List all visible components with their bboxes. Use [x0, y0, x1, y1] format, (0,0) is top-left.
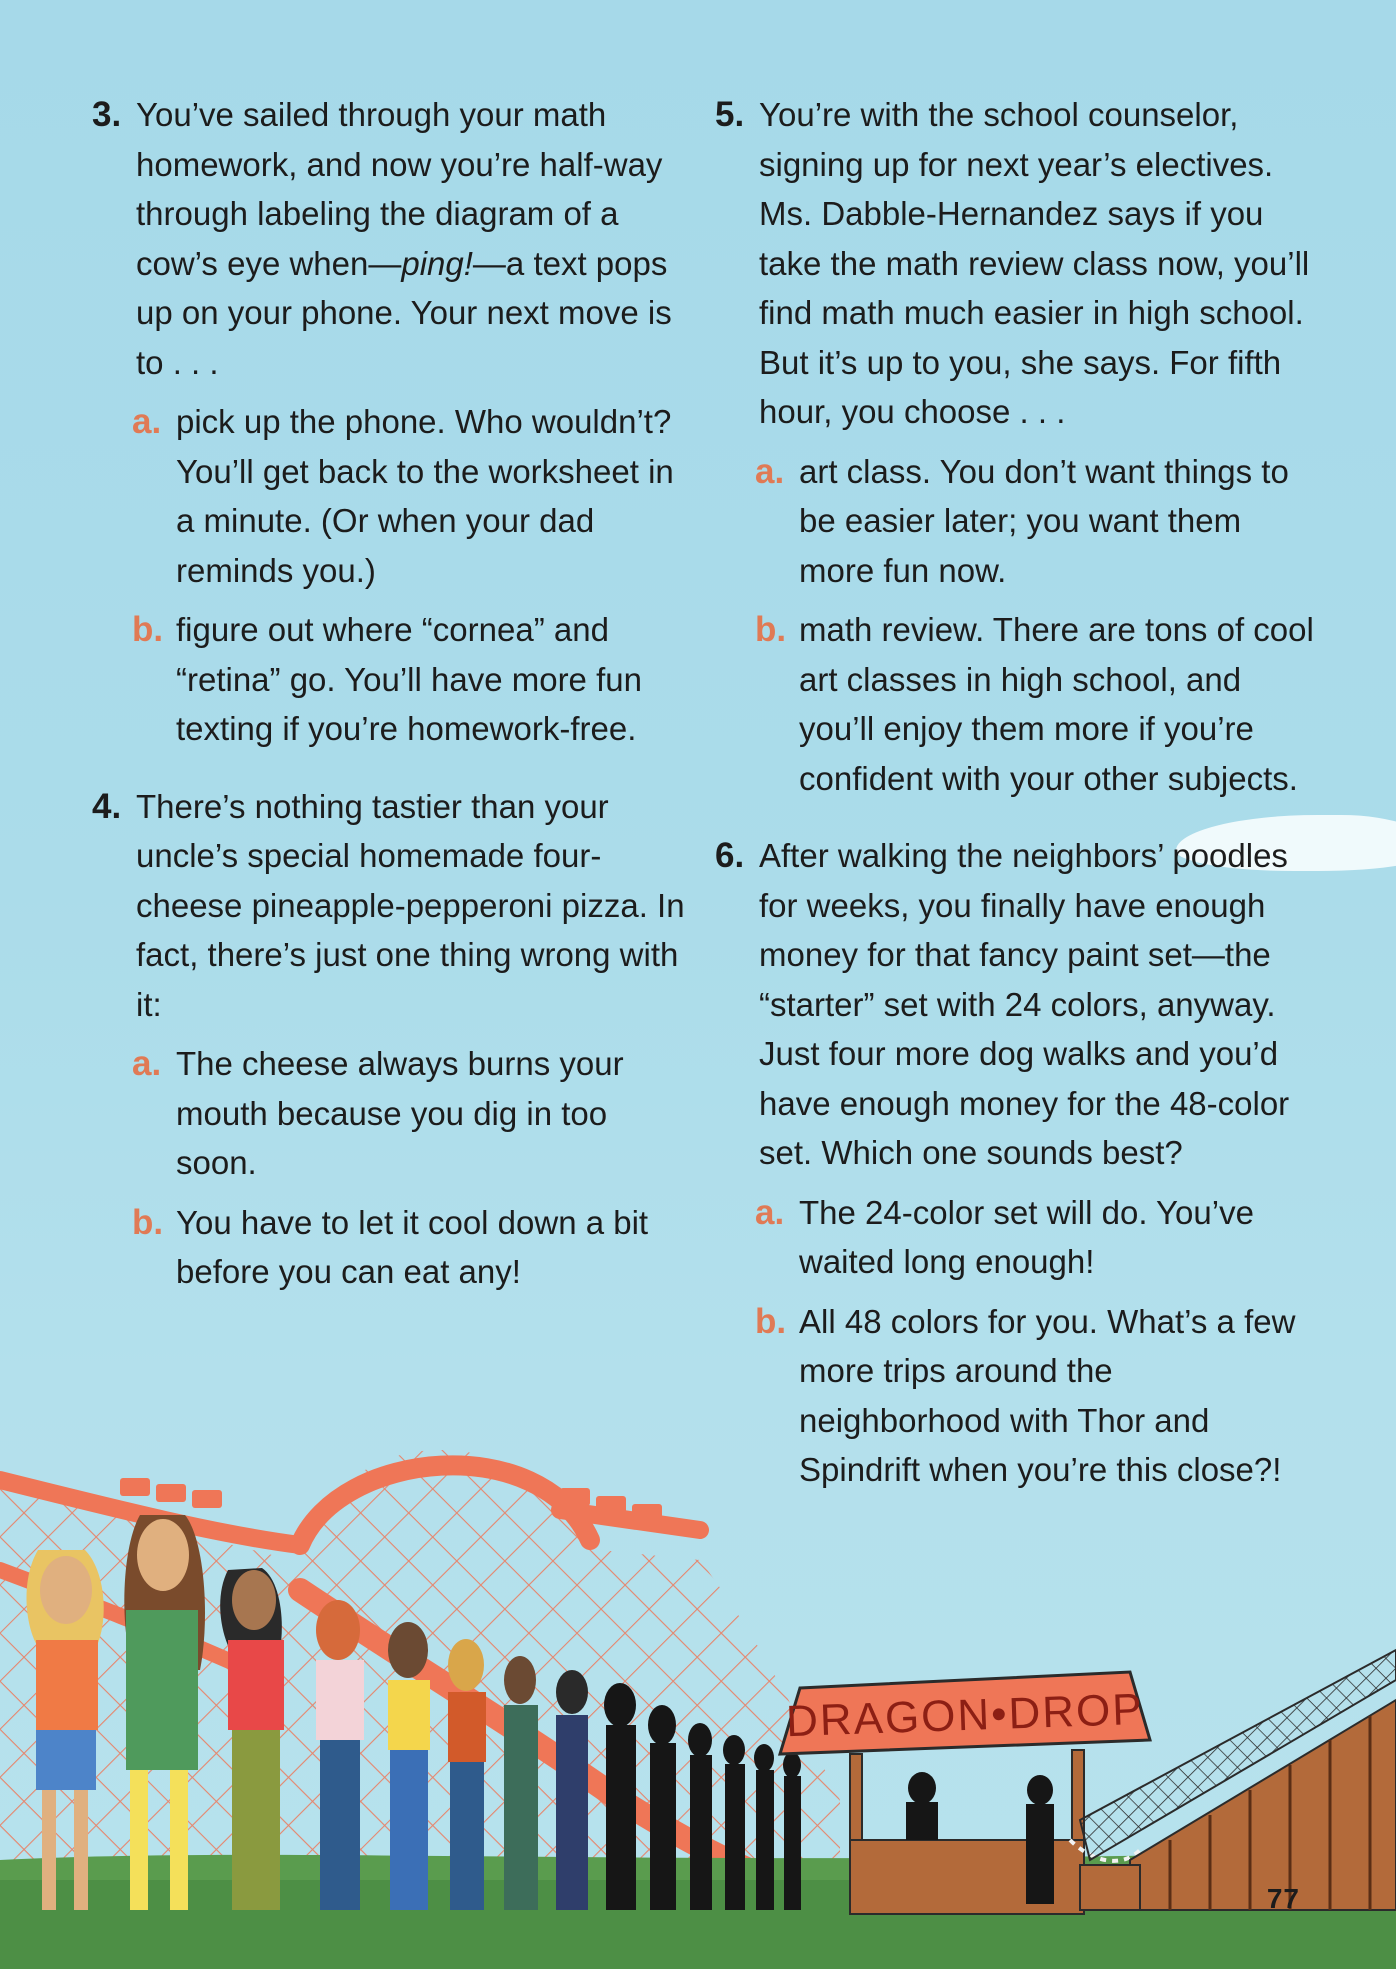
question-5-answer-a — [715, 447, 1315, 596]
question-5 — [715, 90, 1315, 803]
question-3-answer-a — [92, 397, 692, 595]
answer-text: You have to let it cool down a bit before you can eat any! — [176, 1203, 649, 1290]
question-6-prompt: 6. After walking the neighbors’ poodles for weeks, you finally have enough money for that fancy paint set—the “starter” set with 24 colors, anyway. Just four more dog walks and you’d have enough money for the 48-color set. Which one sounds best? — [715, 831, 1315, 1178]
question-4-number: 4. — [92, 786, 122, 826]
question-3 — [92, 90, 692, 754]
answer-letter: a. — [132, 402, 162, 441]
question-3-answer-b — [92, 605, 692, 754]
question-4-answer-a — [92, 1039, 692, 1188]
question-4-prompt: 4. There’s nothing tastier than your uncle’s special homemade four-cheese pineapple-pepperoni pizza. In fact, there’s just one thing wrong with it: — [92, 782, 692, 1030]
kid-6 — [448, 1639, 486, 1910]
answer-text: The cheese always burns your mouth because you dig in too soon. — [176, 1045, 624, 1181]
amusement-park-illustration — [0, 1440, 1396, 1969]
question-3-prompt: 3. You’ve sailed through your math homework, and now you’re half-way through labeling the diagram of a cow’s eye when—ping!—a text pops up on your phone. Your next move is to . . . — [92, 90, 692, 387]
page-number: 77 — [1266, 1883, 1300, 1914]
answer-letter: b. — [755, 610, 787, 649]
answer-text: art class. You don’t want things to be easier later; you want them more fun now. — [799, 452, 1289, 589]
booth-sign-text: DRAGON•DROP — [785, 1684, 1145, 1747]
question-6 — [715, 831, 1315, 1495]
answer-text: pick up the phone. Who wouldn’t? You’ll get back to the worksheet in a minute. (Or when your dad reminds you.) — [176, 403, 674, 589]
question-4 — [92, 782, 692, 1297]
answer-letter: b. — [132, 1202, 164, 1242]
kid-7 — [504, 1656, 538, 1910]
answer-letter: b. — [132, 610, 164, 649]
answer-text: All 48 colors for you. What’s a few more trips around the neighborhood with Thor and Spindrift when you’re this close?! — [799, 1302, 1296, 1488]
answer-letter: b. — [755, 1301, 787, 1341]
question-5-answer-b — [715, 605, 1315, 803]
answer-text: math review. There are tons of cool art classes in high school, and you’ll enjoy them more if you’re confident with your other subjects. — [799, 611, 1314, 797]
answer-letter: a. — [755, 1192, 785, 1232]
question-4-answer-b — [92, 1198, 692, 1297]
question-6-answer-a — [715, 1188, 1315, 1287]
question-6-number: 6. — [715, 836, 745, 875]
right-column — [715, 90, 1315, 1495]
kid-5 — [388, 1622, 430, 1910]
left-column — [92, 90, 692, 1297]
question-5-prompt: 5. You’re with the school counselor, signing up for next year’s electives. Ms. Dabble-Hernandez says if you take the math review class now, you’ll find math much easier in high school. But it’s up to you, she says. For fifth hour, you choose . . . — [715, 90, 1315, 437]
answer-text: figure out where “cornea” and “retina” go. You’ll have more fun texting if you’re homework-free. — [176, 611, 642, 747]
ping-italic: ping! — [401, 244, 473, 282]
kid-8 — [556, 1670, 588, 1910]
question-5-number: 5. — [715, 95, 745, 134]
answer-letter: a. — [755, 451, 785, 491]
answer-letter: a. — [132, 1044, 162, 1083]
answer-text: The 24-color set will do. You’ve waited long enough! — [799, 1193, 1254, 1280]
question-3-number: 3. — [92, 95, 122, 134]
